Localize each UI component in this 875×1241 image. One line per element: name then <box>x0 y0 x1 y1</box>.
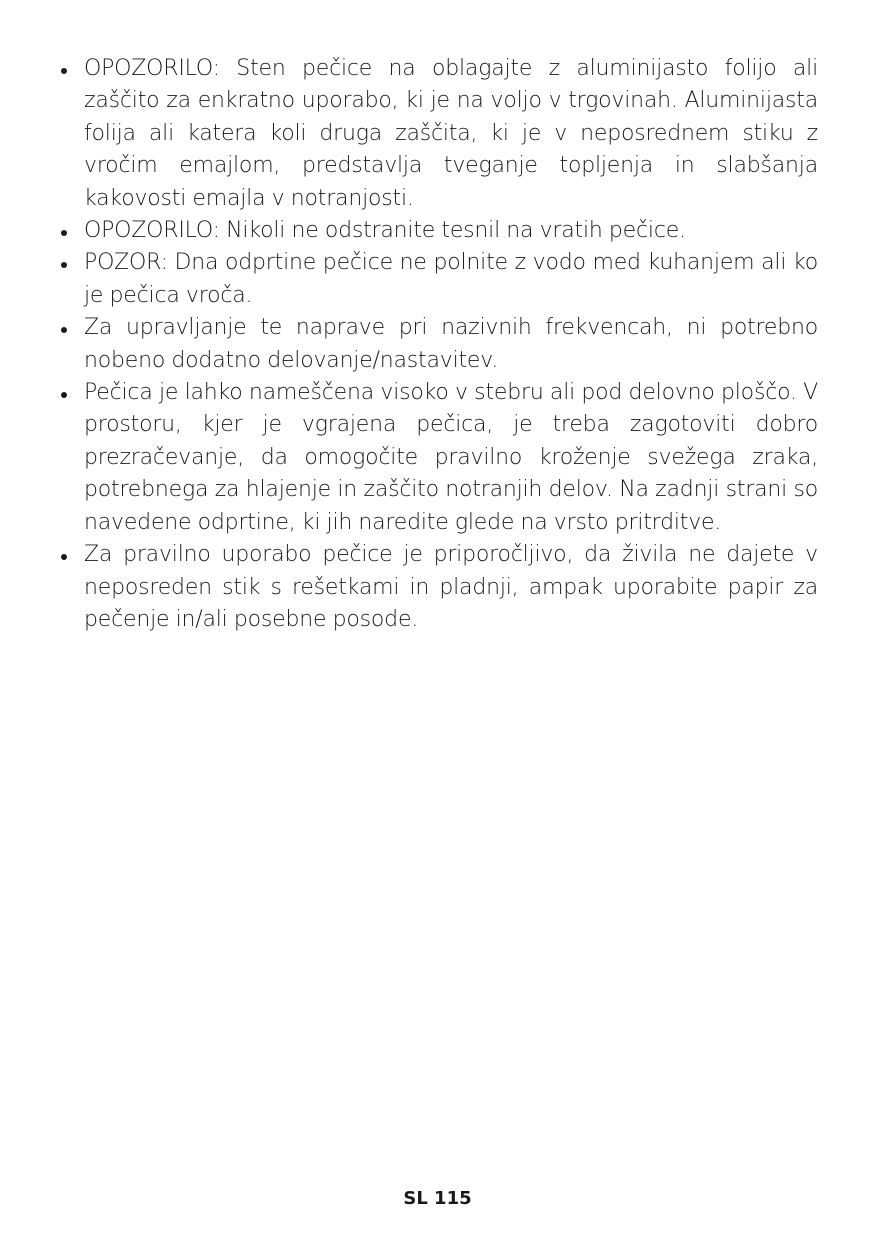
document-body <box>58 53 818 636</box>
list-item-text: OPOZORILO: Sten pečice na oblagajte z aluminijasto folijo ali zaščito za enkratno uporabo, ki je na voljo v trgovinah. Aluminijasta folija ali katera koli druga zaščita, ki je v neposrednem stiku z vročim emajlom, predstavlja tveganje topljenja in slabšanja kakovosti emajla v notranjosti. <box>84 56 818 211</box>
list-item <box>58 377 818 539</box>
list-item <box>58 312 818 377</box>
list-item-text: OPOZORILO: Nikoli ne odstranite tesnil na vratih pečice. <box>84 218 686 244</box>
bullet-icon <box>61 554 67 560</box>
page-number: SL 115 <box>403 1188 472 1209</box>
list-item-text: Za pravilno uporabo pečice je priporočljivo, da živila ne dajete v neposreden stik s rešetkami in pladnji, ampak uporabite papir za pečenje in/ali posebne posode. <box>84 542 818 632</box>
list-item-text: Za upravljanje te naprave pri nazivnih frekvencah, ni potrebno nobeno dodatno delovanje/nastavitev. <box>84 315 818 373</box>
bullet-icon <box>61 68 67 74</box>
list-item-text: POZOR: Dna odprtine pečice ne polnite z vodo med kuhanjem ali ko je pečica vroča. <box>84 250 818 308</box>
bullet-icon <box>61 327 67 333</box>
bullet-list <box>58 53 818 636</box>
list-item <box>58 539 818 636</box>
list-item <box>58 53 818 215</box>
list-item-text: Pečica je lahko nameščena visoko v stebru ali pod delovno ploščo. V prostoru, kjer je vgrajena pečica, je treba zagotoviti dobro prezračevanje, da omogočite pravilno kroženje svežega zraka, potrebnega za hlajenje in zaščito notranjih delov. Na zadnji strani so navedene odprtine, ki jih naredite glede na vrsto pritrditve. <box>84 380 818 535</box>
bullet-icon <box>61 392 67 398</box>
list-item <box>58 215 818 247</box>
bullet-icon <box>61 230 67 236</box>
list-item <box>58 247 818 312</box>
bullet-icon <box>61 262 67 268</box>
